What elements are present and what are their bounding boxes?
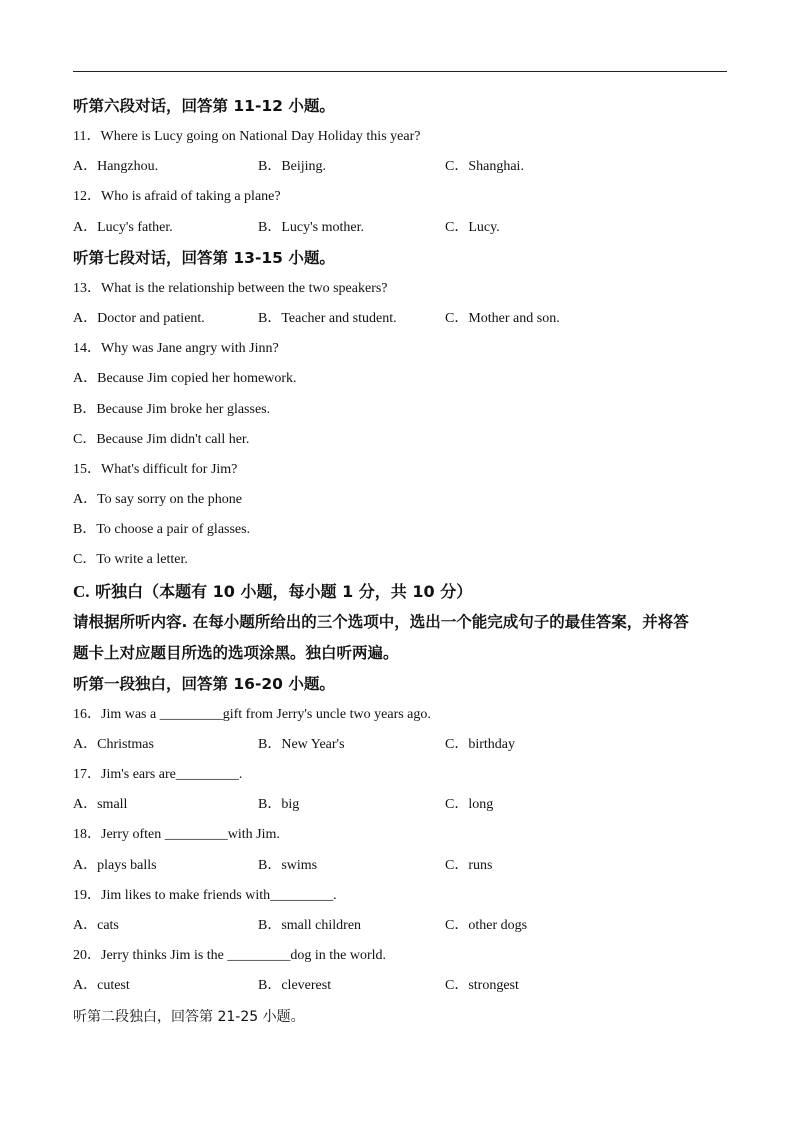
question-14-stem: 14．Why was Jane angry with Jinn? [73,341,279,357]
question-18-option-b[interactable]: B．swims [258,857,318,873]
monologue-1-heading: 听第一段独白，回答第 16-20 小题。 [73,674,335,693]
question-18-option-c[interactable]: C．runs [445,857,493,873]
question-12-option-c[interactable]: C．Lucy. [445,219,500,235]
question-16-stem: 16．Jim was a _________gift from Jerry's uncle two years ago. [73,706,431,722]
monologue-2-heading: 听第二段独白，回答第 21-25 小题。 [73,1008,305,1025]
question-11-stem: 11．Where is Lucy going on National Day Holiday this year? [73,129,421,144]
question-17-options [73,790,733,820]
question-19-option-c[interactable]: C．other dogs [445,917,528,933]
question-18-stem: 18．Jerry often _________with Jim. [73,827,280,843]
question-13-stem: 13．What is the relationship between the two speakers? [73,280,388,296]
question-16-option-b[interactable]: B．New Year's [258,736,345,752]
question-13-option-b[interactable]: B．Teacher and student. [258,310,397,326]
question-17-option-c[interactable]: C．long [445,797,494,813]
question-15-option-a[interactable]: A．To say sorry on the phone [73,492,242,508]
question-15-stem: 15．What's difficult for Jim? [73,461,238,477]
question-13-option-a[interactable]: A．Doctor and patient. [73,310,205,326]
question-11-option-a[interactable]: A．Hangzhou. [73,159,159,175]
question-20-options [73,971,733,1001]
part-c-instructions-line-1: 请根据所听内容. 在每小题所给出的三个选项中，选出一个能完成句子的最佳答案，并将答 [73,612,689,631]
question-19-options [73,911,733,941]
question-16-option-c[interactable]: C．birthday [445,736,515,752]
question-15-option-c[interactable]: C．To write a letter. [73,552,188,568]
part-c-title: 听独白（本题有 10 小题，每小题 1 分，共 10 分） [89,581,473,601]
part-c-letter: C. [73,581,90,601]
question-15-option-b[interactable]: B．To choose a pair of glasses. [73,522,251,538]
question-19-option-b[interactable]: B．small children [258,917,362,933]
question-20-option-b[interactable]: B．cleverest [258,978,332,994]
question-16-options [73,730,733,760]
question-12-option-b[interactable]: B．Lucy's mother. [258,219,364,235]
section-7-heading: 听第七段对话，回答第 13-15 小题。 [73,248,335,267]
question-17-stem: 17．Jim's ears are_________. [73,767,243,782]
exam-page [73,91,733,1033]
question-11-option-c[interactable]: C．Shanghai. [445,159,524,175]
question-13-option-c[interactable]: C．Mother and son. [445,310,560,326]
question-16-option-a[interactable]: A．Christmas [73,736,154,752]
question-18-option-a[interactable]: A．plays balls [73,857,157,873]
question-19-stem: 19．Jim likes to make friends with_________. [73,887,337,903]
question-14-option-b[interactable]: B．Because Jim broke her glasses. [73,401,271,417]
part-c-heading [73,576,733,607]
question-18-options [73,851,733,881]
question-17-option-a[interactable]: A．small [73,797,128,813]
question-12-option-a[interactable]: A．Lucy's father. [73,219,173,235]
question-12-options [73,213,733,243]
question-20-stem: 20．Jerry thinks Jim is the _________dog in the world. [73,948,387,964]
question-14-option-a[interactable]: A．Because Jim copied her homework. [73,371,297,387]
question-11-options [73,152,733,182]
question-17-option-b[interactable]: B．big [258,797,300,813]
part-c-instructions-line-2: 题卡上对应题目所选的选项涂黑。独白听两遍。 [73,643,399,662]
question-20-option-c[interactable]: C．strongest [445,978,519,994]
question-11-option-b[interactable]: B．Beijing. [258,159,327,175]
question-12-stem: 12．Who is afraid of taking a plane? [73,189,281,205]
question-13-options [73,304,733,334]
question-19-option-a[interactable]: A．cats [73,917,119,933]
question-14-option-c[interactable]: C．Because Jim didn't call her. [73,431,250,447]
question-20-option-a[interactable]: A．cutest [73,978,130,994]
section-6-heading: 听第六段对话，回答第 11-12 小题。 [73,97,335,115]
header-rule [73,71,727,72]
